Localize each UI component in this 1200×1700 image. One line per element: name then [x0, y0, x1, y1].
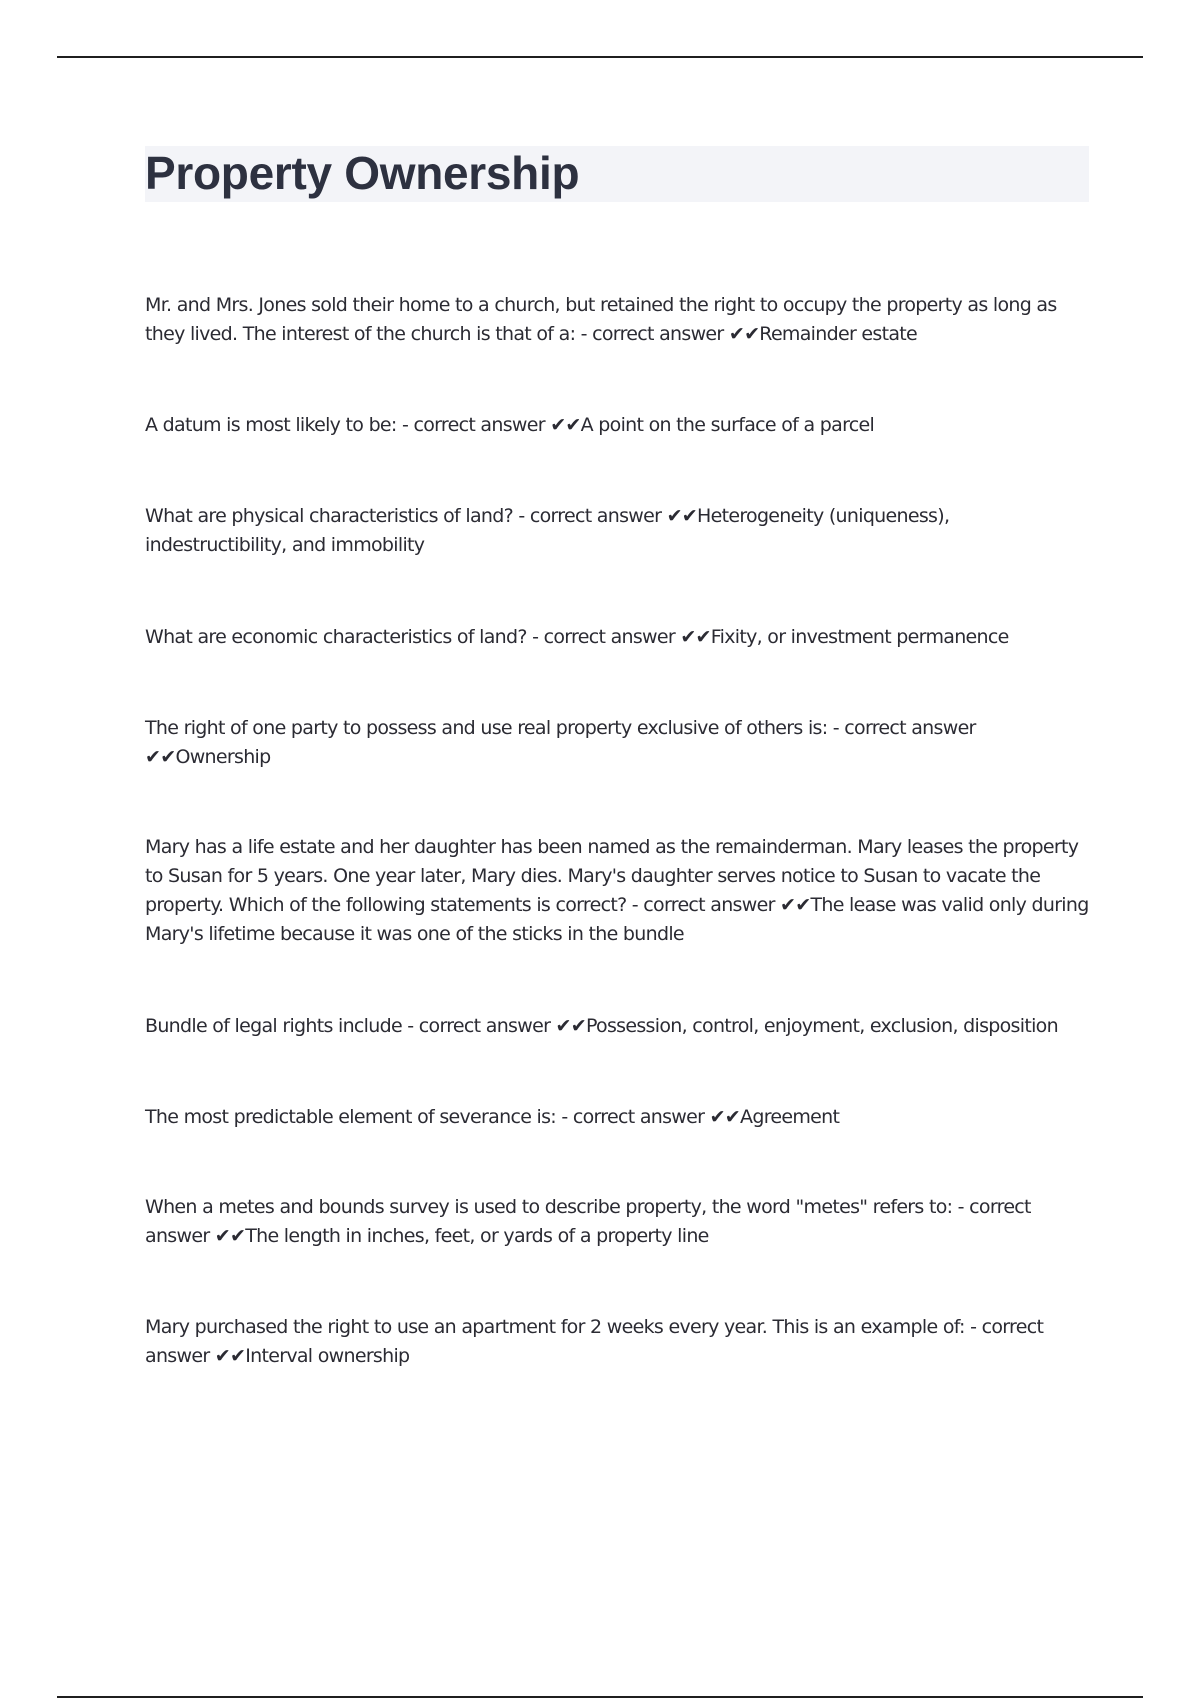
answer-separator: - correct answer ✔✔ [526, 626, 711, 648]
answer-text: Fixity, or investment permanence [710, 626, 1009, 648]
answer-text: Interval ownership [245, 1345, 410, 1367]
qa-item [145, 502, 1091, 560]
answer-separator: - correct answer ✔✔ [626, 894, 811, 916]
answer-separator: - correct answer ✔✔ [513, 505, 698, 527]
question-text: The right of one party to possess and use real property exclusive of others is: [145, 717, 828, 739]
qa-item [145, 1103, 1091, 1132]
question-text: What are physical characteristics of land? [145, 505, 513, 527]
answer-separator: - correct answer ✔✔ [556, 1106, 741, 1128]
answer-text: Remainder estate [759, 323, 918, 345]
qa-item [145, 1193, 1091, 1251]
answer-text: Ownership [175, 746, 271, 768]
question-text: Mr. and Mrs. Jones sold their home to a church, but retained the right to occupy the property as long as they lived. The interest of the church is that of a: [145, 294, 1057, 345]
answer-separator: - correct answer ✔✔ [575, 323, 760, 345]
qa-item [145, 291, 1091, 349]
answer-text: The length in inches, feet, or yards of a property line [245, 1225, 709, 1247]
answer-separator: - correct answer ✔✔ [145, 1316, 1044, 1367]
question-text: When a metes and bounds survey is used to describe property, the word "metes" refers to: [145, 1196, 953, 1218]
top-rule [57, 56, 1143, 58]
question-text: Mary purchased the right to use an apartment for 2 weeks every year. This is an example of: [145, 1316, 965, 1338]
qa-item [145, 1313, 1091, 1371]
answer-text: Agreement [740, 1106, 840, 1128]
question-text: A datum is most likely to be: [145, 414, 397, 436]
answer-separator: - correct answer ✔✔ [396, 414, 581, 436]
question-text: Mary has a life estate and her daughter has been named as the remainderman. Mary leases the property to Susan for 5 years. One year later, Mary dies. Mary's daughter serves notice to Susan to vacate the property. Which of the following statements is correct? [145, 836, 1079, 916]
qa-item [145, 833, 1091, 949]
answer-separator: - correct answer ✔✔ [145, 1196, 1031, 1247]
answer-text: The lease was valid only during Mary's lifetime because it was one of the sticks in the bundle [145, 894, 1089, 945]
bottom-rule [57, 1696, 1143, 1698]
answer-separator: - correct answer ✔✔ [145, 717, 976, 768]
question-text: Bundle of legal rights include [145, 1015, 402, 1037]
answer-separator: - correct answer ✔✔ [401, 1015, 586, 1037]
qa-item [145, 1012, 1091, 1041]
qa-item [145, 623, 1091, 652]
question-text: The most predictable element of severance is: [145, 1106, 557, 1128]
answer-text: Possession, control, enjoyment, exclusion, disposition [585, 1015, 1058, 1037]
question-text: What are economic characteristics of land? [145, 626, 527, 648]
qa-item [145, 714, 1091, 772]
qa-item [145, 411, 1091, 440]
answer-text: A point on the surface of a parcel [580, 414, 875, 436]
page-title: Property Ownership [145, 147, 580, 199]
answer-text: Heterogeneity (uniqueness), indestructibility, and immobility [145, 505, 950, 556]
